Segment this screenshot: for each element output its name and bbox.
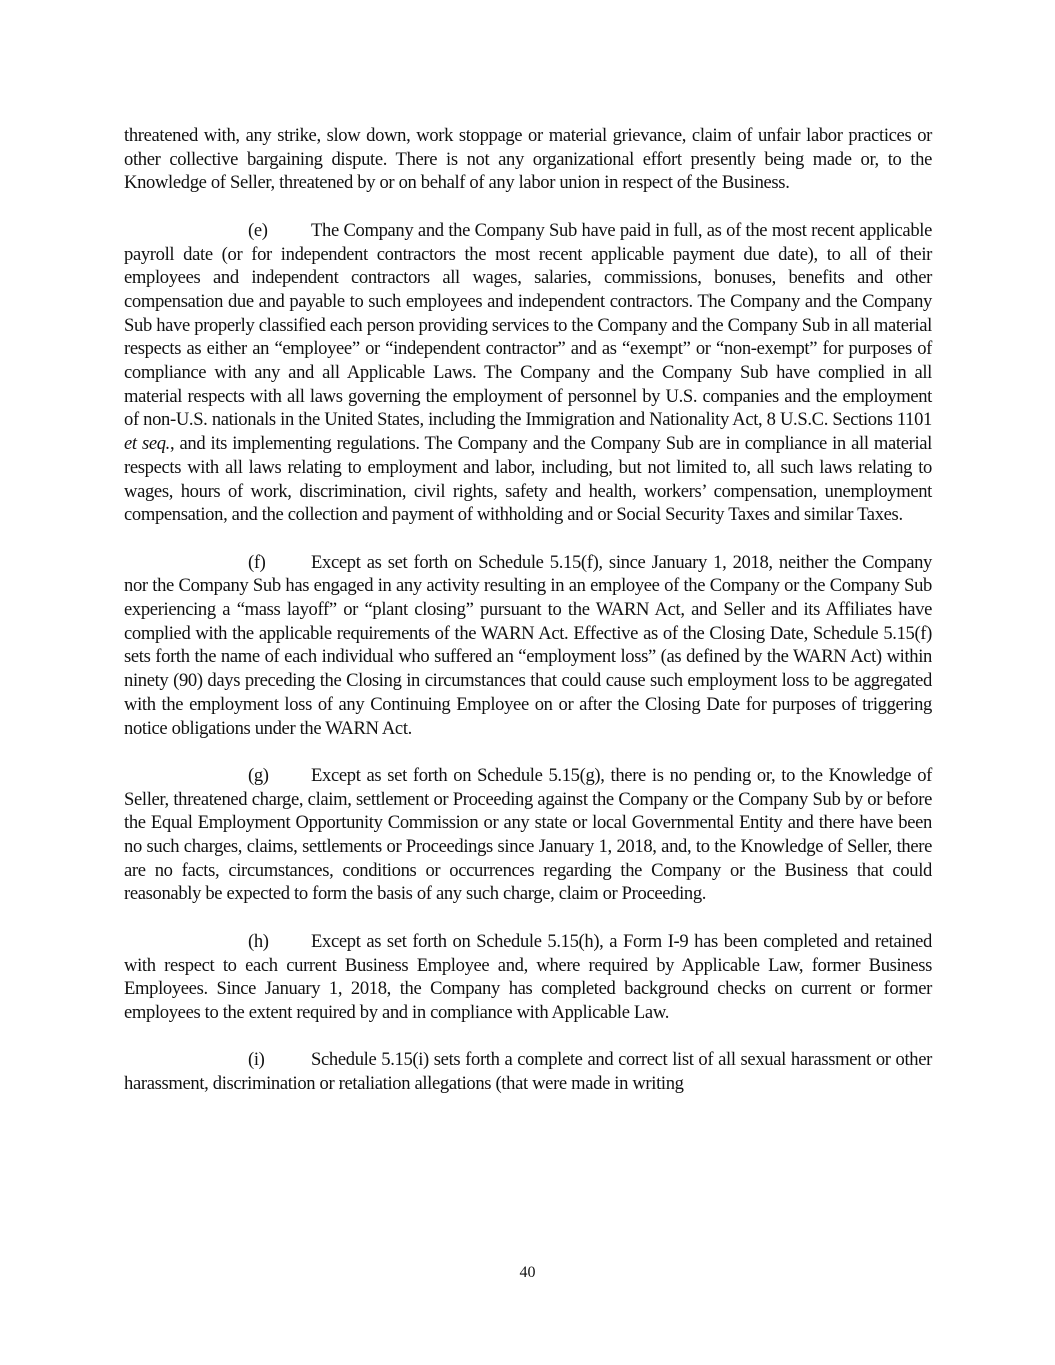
paragraph-label: (f): [248, 551, 266, 573]
italic-citation: et seq.: [124, 433, 170, 455]
paragraph-f: [124, 551, 932, 741]
paragraph-continuation: [124, 124, 932, 195]
paragraph-i: [124, 1048, 932, 1095]
paragraph-text: Except as set forth on Schedule 5.15(f), since January 1, 2018, neither the Company nor the Company Sub has engaged in any activity resulting in an employee of the Company or the Company Sub experiencing a “mass layoff” or “plant closing” pursuant to the WARN Act, and Seller and its Affiliates have complied with the applicable requirements of the WARN Act. Effective as of the Closing Date, Schedule 5.15(f) sets forth the name of each individual who suffered an “employment loss” (as defined by the WARN Act) within ninety (90) days preceding the Closing in circumstances that could cause such employment loss to be aggregated with the employment loss of any Continuing Employee on or after the Closing Date for purposes of triggering notice obligations under the WARN Act.: [124, 551, 932, 739]
paragraph-g: [124, 764, 932, 906]
paragraph-text: threatened with, any strike, slow down, work stoppage or material grievance, claim of unfair labor practices or other collective bargaining dispute. There is not any organizational effort presently being made or, to the Knowledge of Seller, threatened by or on behalf of any labor union in respect of the Business.: [124, 125, 932, 194]
document-page: [124, 124, 932, 1119]
paragraph-text: The Company and the Company Sub have paid in full, as of the most recent applicable payroll date (or for independent contractors the most recent applicable payment due date), to all of their employees and independent contractors all wages, salaries, commissions, bonuses, benefits and other compensation due and payable to such employees and independent contractors. The Company and the Company Sub have properly classified each person providing services to the Company and the Company Sub in all material respects as either an “employee” or “independent contractor” and as “exempt” or “non-exempt” for purposes of compliance with any and all Applicable Laws. The Company and the Company Sub have complied in all material respects with all laws governing the employment of personnel by U.S. companies and the employment of non-U.S. nationals in the United States, including the Immigration and Nationality Act, 8 U.S.C. Sections 1101: [124, 219, 932, 431]
paragraph-label: (g): [248, 764, 269, 786]
paragraph-text-continued: , and its implementing regulations. The Company and the Company Sub are in compliance in all material respects with all laws relating to employment and labor, including, but not limited to, all such laws relating to wages, hours of work, discrimination, civil rights, safety and health, workers’ compensation, unemployment compensation, and the collection and payment of withholding and or Social Security Taxes and similar Taxes.: [124, 433, 932, 526]
paragraph-h: [124, 930, 932, 1025]
paragraph-text: Schedule 5.15(i) sets forth a complete and correct list of all sexual harassment or other harassment, discrimination or retaliation allegations (that were made in writing: [124, 1049, 932, 1095]
page-number: 40: [519, 1264, 536, 1281]
paragraph-e: [124, 219, 932, 527]
paragraph-label: (e): [248, 219, 268, 241]
paragraph-text: Except as set forth on Schedule 5.15(g), there is no pending or, to the Knowledge of Seller, threatened charge, claim, settlement or Proceeding against the Company or the Company Sub by or before the Equal Employment Opportunity Commission or any state or local Governmental Entity and there have been no such charges, claims, settlements or Proceedings since January 1, 2018, and, to the Knowledge of Seller, there are no facts, circumstances, conditions or occurrences regarding the Company or the Business that could reasonably be expected to form the basis of any such charge, claim or Proceeding.: [124, 764, 932, 905]
paragraph-text: Except as set forth on Schedule 5.15(h), a Form I-9 has been completed and retained with respect to each current Business Employee and, where required by Applicable Law, former Business Employees. Since January 1, 2018, the Company has completed background checks on current or former employees to the extent required by and in compliance with Applicable Law.: [124, 930, 932, 1023]
paragraph-label: (h): [248, 930, 269, 952]
paragraph-label: (i): [248, 1049, 265, 1071]
